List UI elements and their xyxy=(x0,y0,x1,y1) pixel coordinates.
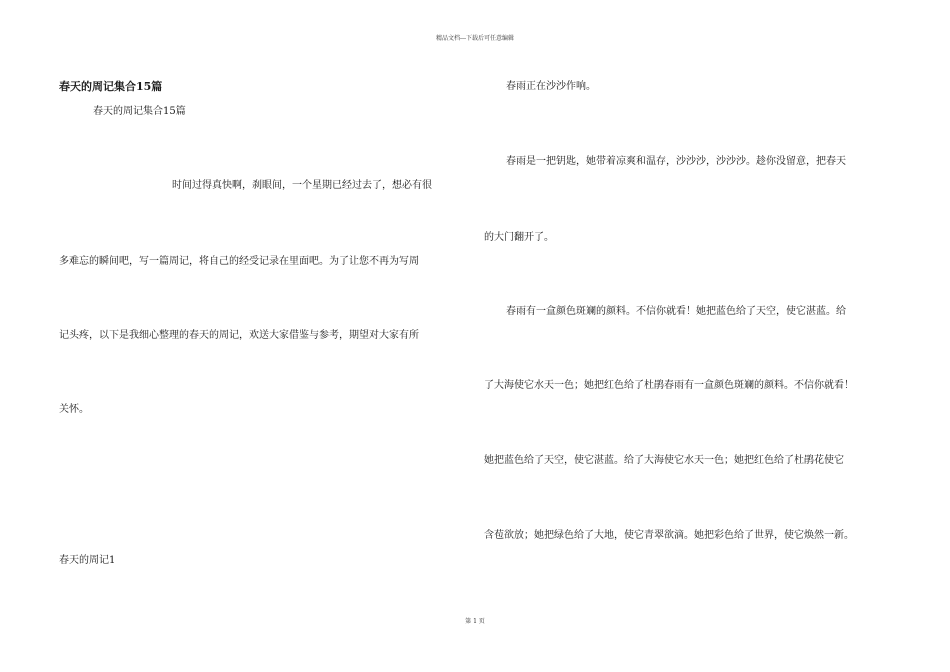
page-header: 精品文档---下载后可任意编辑 xyxy=(435,35,515,42)
document-subtitle: 春天的周记集合15篇 xyxy=(93,106,186,117)
body-line: 含苞欲放；她把绿色给了大地，使它青翠欲滴。她把彩色给了世界，使它焕然一新。 xyxy=(484,530,854,541)
body-line: 春雨正在沙沙作响。 xyxy=(506,81,596,92)
page-number: 第 1 页 xyxy=(465,618,485,625)
body-line: 了大海使它水天一色；她把红色给了杜鹃春雨有一盒颜色斑斓的颜料。不信你就看！ xyxy=(484,380,854,391)
body-line: 春雨是一把钥匙，她带着凉爽和温存，沙沙沙，沙沙沙。趁你没留意，把春天 xyxy=(506,156,846,167)
section-heading: 春天的周记1 xyxy=(59,555,116,566)
body-line: 她把蓝色给了天空，使它湛蓝。给了大海使它水天一色；她把红色给了杜鹃花使它 xyxy=(484,455,844,466)
document-title: 春天的周记集合15篇 xyxy=(59,80,163,93)
intro-paragraph-line: 记头疼，以下是我细心整理的春天的周记，欢送大家借鉴与参考，期望对大家有所 xyxy=(59,330,419,341)
intro-paragraph-line: 时间过得真快啊，刹眼间，一个星期已经过去了，想必有很 xyxy=(172,180,432,191)
intro-paragraph-line: 关怀。 xyxy=(59,404,89,415)
body-line: 春雨有一盒颜色斑斓的颜料。不信你就看！她把蓝色给了天空，使它湛蓝。给 xyxy=(506,306,846,317)
body-line: 的大门翻开了。 xyxy=(484,232,554,243)
intro-paragraph-line: 多难忘的瞬间吧，写一篇周记，将自己的经受记录在里面吧。为了让您不再为写周 xyxy=(59,256,419,267)
